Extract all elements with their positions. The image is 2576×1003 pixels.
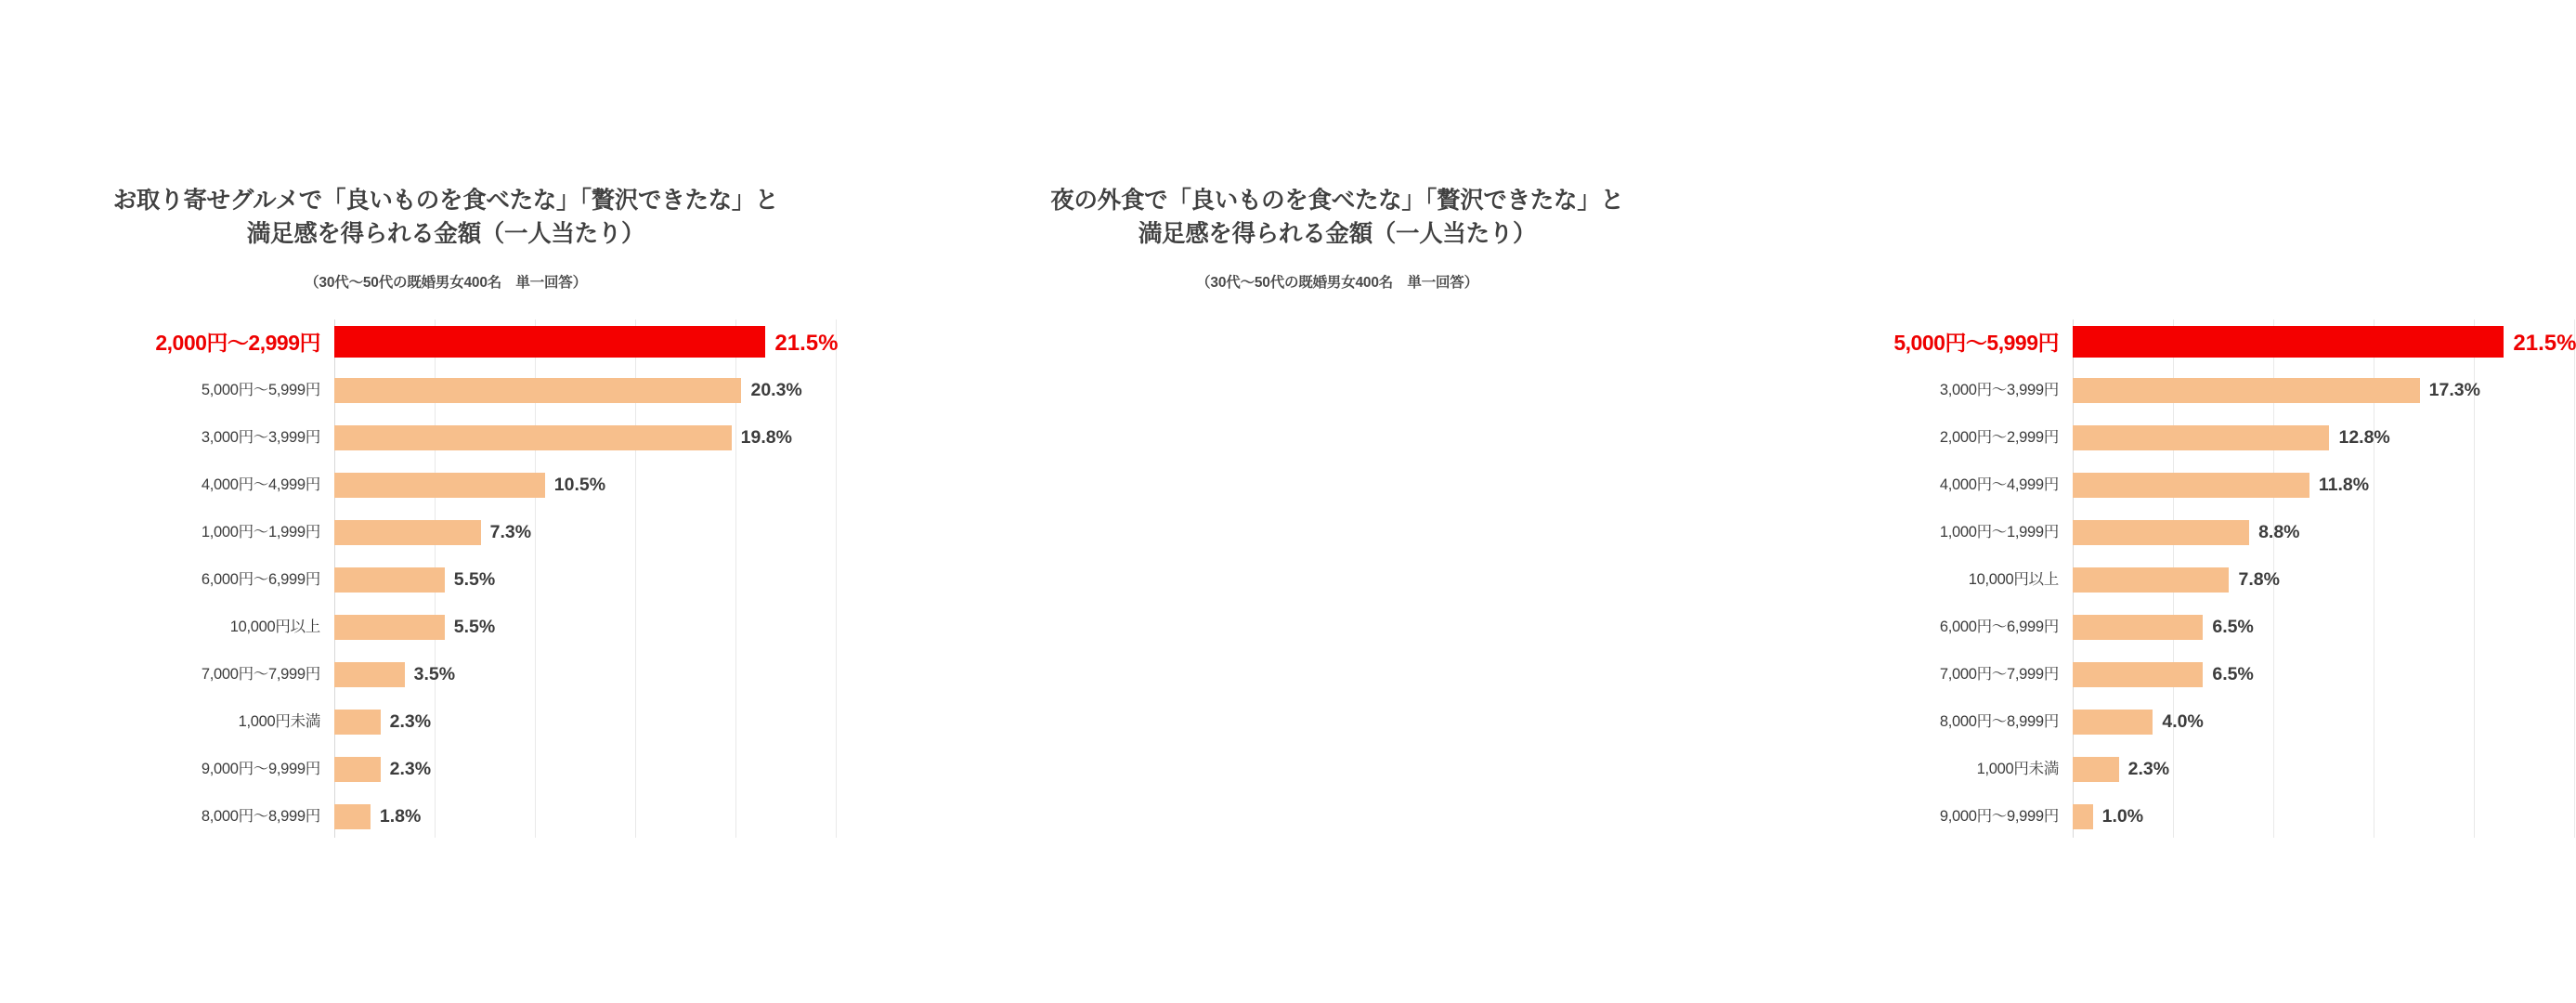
bar — [2073, 710, 2153, 735]
bar — [2073, 615, 2203, 640]
gridline — [2574, 319, 2575, 838]
category-label: 8,000円～8,999円 — [201, 808, 320, 825]
bar-row — [0, 604, 891, 651]
chart-title-dinner — [929, 184, 1746, 251]
plot-area-takeout — [0, 319, 891, 840]
chart-panel-takeout — [0, 0, 891, 1003]
chart-subtitle-dinner: （30代～50代の既婚男女400名 単一回答） — [1196, 275, 1478, 291]
bar-row — [891, 509, 2300, 556]
value-label: 4.0% — [2162, 711, 2204, 732]
category-label: 8,000円～8,999円 — [1939, 713, 2059, 730]
bar — [2073, 757, 2119, 782]
bar-row — [891, 414, 2390, 462]
bar-row — [891, 367, 2480, 414]
category-label: 1,000円未満 — [1976, 761, 2059, 777]
bar — [334, 710, 381, 735]
value-label: 8.8% — [2258, 522, 2300, 542]
category-label: 6,000円～6,999円 — [1939, 619, 2059, 635]
value-label: 20.3% — [750, 380, 802, 400]
value-label: 2.3% — [2127, 759, 2170, 779]
bar-row — [0, 462, 891, 509]
value-label: 19.8% — [740, 427, 792, 448]
bar-row — [0, 793, 891, 840]
chart-title-line1: お取り寄せグルメで「良いものを食べたな」「贅沢できたな」と — [112, 188, 779, 214]
chart-title-line2: 満足感を得られる金額（一人当たり） — [246, 221, 645, 248]
value-label: 2.3% — [389, 759, 432, 779]
bar-row — [891, 698, 2204, 746]
category-label: 5,000円～5,999円 — [201, 382, 320, 398]
bar — [334, 326, 765, 358]
value-label: 17.3% — [2428, 380, 2480, 400]
bar-row — [891, 462, 2370, 509]
bar-row — [0, 746, 891, 793]
bar-row — [0, 319, 891, 367]
bar-row — [0, 698, 891, 746]
category-label: 3,000円～3,999円 — [1939, 382, 2059, 398]
bar-row — [0, 556, 891, 604]
category-label: 10,000円以上 — [229, 619, 320, 635]
bar-row — [0, 414, 891, 462]
category-label: 4,000円～4,999円 — [1939, 476, 2059, 493]
bar — [2073, 662, 2203, 687]
bar-row — [891, 556, 2280, 604]
value-label: 1.0% — [2101, 806, 2144, 827]
bar — [334, 757, 381, 782]
bar — [2073, 473, 2309, 498]
chart-title-line1: 夜の外食で「良いものを食べたな」「贅沢できたな」と — [1050, 188, 1624, 214]
bar-row — [891, 651, 2254, 698]
category-label: 10,000円以上 — [1968, 571, 2059, 588]
bar — [334, 425, 732, 450]
bar — [334, 520, 481, 545]
chart-title-takeout — [37, 184, 854, 251]
bar-row — [891, 319, 2576, 367]
category-label: 1,000円～1,999円 — [1939, 524, 2059, 541]
chart-title-line2: 満足感を得られる金額（一人当たり） — [1138, 221, 1537, 248]
bar — [334, 378, 741, 403]
bar-row — [0, 367, 891, 414]
value-label: 21.5% — [2513, 331, 2576, 356]
bar — [2073, 804, 2093, 829]
value-label: 5.5% — [453, 569, 496, 590]
chart-panel-dinner — [891, 0, 2576, 1003]
value-label: 5.5% — [453, 617, 496, 637]
value-label: 2.3% — [389, 711, 432, 732]
value-label: 3.5% — [413, 664, 456, 684]
bar-row — [891, 746, 2170, 793]
category-label: 5,000円～5,999円 — [1893, 331, 2059, 355]
category-label: 7,000円～7,999円 — [1939, 666, 2059, 683]
bar-row — [891, 793, 2144, 840]
bar — [334, 473, 545, 498]
bar — [334, 804, 371, 829]
category-label: 1,000円～1,999円 — [201, 524, 320, 541]
category-label: 6,000円～6,999円 — [201, 571, 320, 588]
bar — [334, 567, 445, 593]
value-label: 6.5% — [2212, 664, 2254, 684]
value-label: 7.3% — [489, 522, 532, 542]
bar — [2073, 520, 2249, 545]
bar — [2073, 378, 2420, 403]
value-label: 6.5% — [2212, 617, 2254, 637]
value-label: 21.5% — [774, 331, 839, 356]
category-label: 9,000円～9,999円 — [1939, 808, 2059, 825]
chart-subtitle-takeout: （30代～50代の既婚男女400名 単一回答） — [305, 275, 587, 291]
bar — [334, 662, 405, 687]
category-label: 9,000円～9,999円 — [201, 761, 320, 777]
bar — [2073, 326, 2504, 358]
bar-row — [0, 509, 891, 556]
category-label: 4,000円～4,999円 — [201, 476, 320, 493]
value-label: 11.8% — [2318, 475, 2370, 495]
plot-area-dinner — [891, 319, 2576, 840]
value-label: 1.8% — [379, 806, 422, 827]
value-label: 12.8% — [2338, 427, 2390, 448]
category-label: 3,000円～3,999円 — [201, 429, 320, 446]
category-label: 2,000円～2,999円 — [155, 331, 320, 355]
category-label: 2,000円～2,999円 — [1939, 429, 2059, 446]
category-label: 1,000円未満 — [238, 713, 320, 730]
bar — [2073, 567, 2229, 593]
bar — [2073, 425, 2329, 450]
category-label: 7,000円～7,999円 — [201, 666, 320, 683]
bar-row — [0, 651, 891, 698]
bar-row — [891, 604, 2254, 651]
value-label: 7.8% — [2238, 569, 2280, 590]
value-label: 10.5% — [553, 475, 606, 495]
bar — [334, 615, 445, 640]
